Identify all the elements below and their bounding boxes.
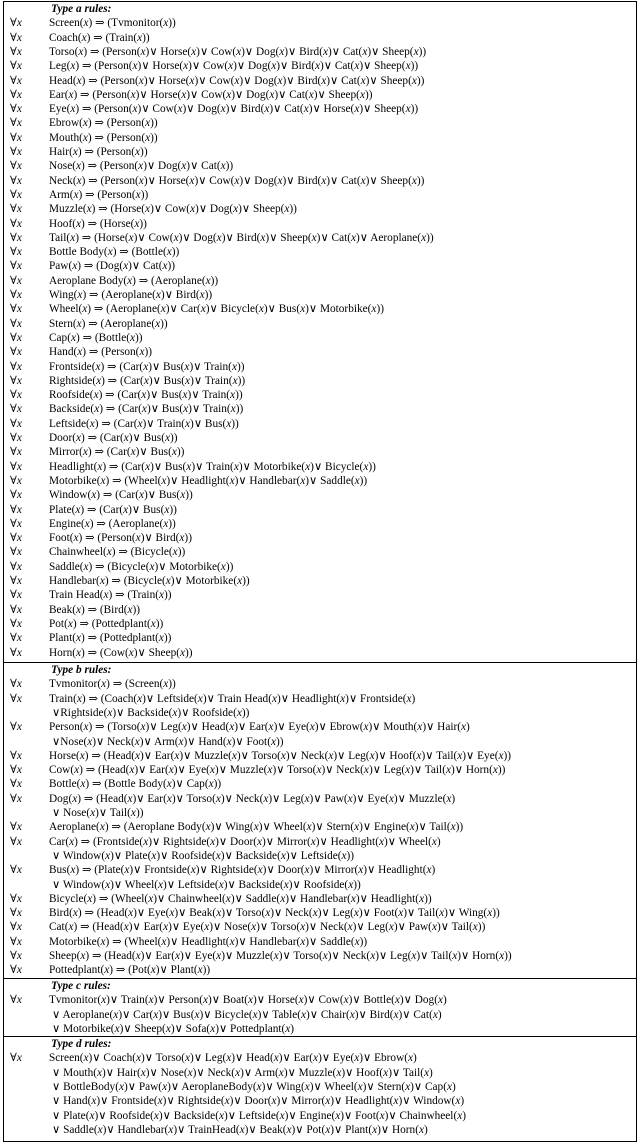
rule-formula: Frontside(x) ⇒ (Car(x)∨ Bus(x)∨ Train(x)) xyxy=(49,360,245,373)
forall-quantifier: ∀x xyxy=(10,188,22,201)
forall-quantifier: ∀x xyxy=(10,950,22,962)
forall-quantifier: ∀x xyxy=(10,403,22,416)
rule-row xyxy=(4,531,636,545)
forall-quantifier: ∀x xyxy=(10,517,22,530)
forall-quantifier: ∀x xyxy=(10,260,22,273)
rule-formula: ∨ Nose(x)∨ Tail(x)) xyxy=(52,807,144,819)
rule-row xyxy=(4,159,636,173)
forall-quantifier: ∀x xyxy=(10,1052,22,1065)
rule-formula: ∨ BottleBody(x)∨ Paw(x)∨ AeroplaneBody(x)∨ Wing(x)∨ Wheel(x)∨ Stern(x)∨ Cap(x) xyxy=(52,1080,456,1093)
forall-quantifier: ∀x xyxy=(10,503,22,516)
rule-row xyxy=(4,417,636,431)
rule-formula: Bottle(x) ⇒ (Bottle Body(x)∨ Cap(x)) xyxy=(49,778,222,791)
rule-continuation xyxy=(4,1109,636,1123)
rule-formula: ∨Nose(x)∨ Neck(x)∨ Arm(x)∨ Hand(x)∨ Foot(x)) xyxy=(52,735,284,748)
forall-quantifier: ∀x xyxy=(10,17,22,30)
rule-formula: Cap(x) ⇒ (Bottle(x)) xyxy=(49,331,143,344)
rule-row xyxy=(4,59,636,73)
rule-formula: Window(x) ⇒ (Car(x)∨ Bus(x)) xyxy=(49,489,193,502)
forall-quantifier: ∀x xyxy=(10,317,22,330)
rule-formula: Aeroplane Body(x) ⇒ (Aeroplane(x)) xyxy=(49,274,219,287)
forall-quantifier: ∀x xyxy=(10,721,22,734)
rule-continuation xyxy=(4,706,636,720)
rule-row xyxy=(4,935,636,949)
rule-formula: ∨ Mouth(x)∨ Hair(x)∨ Nose(x)∨ Neck(x)∨ Arm(x)∨ Muzzle(x)∨ Hoof(x)∨ Tail(x) xyxy=(52,1066,433,1079)
forall-quantifier: ∀x xyxy=(10,274,22,287)
forall-quantifier: ∀x xyxy=(10,489,22,502)
rule-formula: Tvmonitor(x) ⇒ (Screen(x)) xyxy=(49,678,176,691)
rule-row xyxy=(4,777,636,791)
rule-formula: Train(x) ⇒ (Coach(x)∨ Leftside(x)∨ Train Head(x)∨ Headlight(x)∨ Frontside(x) xyxy=(49,692,416,705)
rule-formula: Cat(x) ⇒ (Head(x)∨ Ear(x)∨ Eye(x)∨ Nose(x)∨ Torso(x)∨ Neck(x)∨ Leg(x)∨ Paw(x)∨ Tail(x)) xyxy=(49,921,486,934)
rule-row xyxy=(4,374,636,388)
rule-formula: Plate(x) ⇒ (Car(x)∨ Bus(x)) xyxy=(49,503,177,516)
rule-formula: Screen(x) ⇒ (Tvmonitor(x)) xyxy=(49,17,176,30)
rule-formula: Hoof(x) ⇒ (Horse(x)) xyxy=(49,217,147,230)
rule-formula: Rightside(x) ⇒ (Car(x)∨ Bus(x)∨ Train(x)) xyxy=(49,374,246,387)
rule-formula: Backside(x) ⇒ (Car(x)∨ Bus(x)∨ Train(x)) xyxy=(49,403,244,416)
rule-row xyxy=(4,560,636,574)
rule-row xyxy=(4,949,636,963)
forall-quantifier: ∀x xyxy=(10,417,22,430)
rule-row xyxy=(4,692,636,706)
rule-formula: Horn(x) ⇒ (Cow(x)∨ Sheep(x)) xyxy=(49,646,193,659)
forall-quantifier: ∀x xyxy=(10,331,22,344)
rule-row xyxy=(4,617,636,631)
rule-formula: Chainwheel(x) ⇒ (Bicycle(x)) xyxy=(49,546,186,559)
forall-quantifier: ∀x xyxy=(10,460,22,473)
rule-continuation xyxy=(4,1066,636,1080)
rule-formula: Head(x) ⇒ (Person(x)∨ Horse(x)∨ Cow(x)∨ Dog(x)∨ Bird(x)∨ Cat(x)∨ Sheep(x)) xyxy=(49,74,425,87)
section-header-line xyxy=(4,2,636,16)
rule-row xyxy=(4,460,636,474)
rule-formula: Handlebar(x) ⇒ (Bicycle(x)∨ Motorbike(x)) xyxy=(49,575,250,587)
rule-formula: Cow(x) ⇒ (Head(x)∨ Ear(x)∨ Eye(x)∨ Muzzle(x)∨ Torso(x)∨ Neck(x)∨ Leg(x)∨ Tail(x)∨ Horn(x)) xyxy=(49,764,506,777)
forall-quantifier: ∀x xyxy=(10,678,22,691)
forall-quantifier: ∀x xyxy=(10,203,22,216)
rule-formula: Aeroplane(x) ⇒ (Aeroplane Body(x)∨ Wing(x)∨ Wheel(x)∨ Stern(x)∨ Engine(x)∨ Tail(x)) xyxy=(49,821,464,834)
rule-row xyxy=(4,1051,636,1065)
rule-row xyxy=(4,31,636,45)
forall-quantifier: ∀x xyxy=(10,103,22,116)
rule-formula: ∨ Plate(x)∨ Roofside(x)∨ Backside(x)∨ Leftside(x)∨ Engine(x)∨ Foot(x)∨ Chainwheel(x) xyxy=(52,1109,466,1122)
rule-continuation xyxy=(4,1123,636,1137)
rule-row xyxy=(4,88,636,102)
rule-continuation xyxy=(4,1022,636,1036)
rule-formula: Mirror(x) ⇒ (Car(x)∨ Bus(x)) xyxy=(49,446,185,459)
rules-section xyxy=(4,978,636,1036)
forall-quantifier: ∀x xyxy=(10,907,22,920)
rule-formula: Motorbike(x) ⇒ (Wheel(x)∨ Headlight(x)∨ Handlebar(x)∨ Saddle(x)) xyxy=(49,935,368,948)
rule-row xyxy=(4,631,636,645)
rule-formula: Pot(x) ⇒ (Pottedplant(x)) xyxy=(49,617,164,630)
forall-quantifier: ∀x xyxy=(10,74,22,87)
section-header: Type a rules: xyxy=(51,3,112,15)
rule-row xyxy=(4,331,636,345)
rule-row xyxy=(4,474,636,488)
section-header-line xyxy=(4,1037,636,1051)
forall-quantifier: ∀x xyxy=(10,117,22,130)
rule-row xyxy=(4,503,636,517)
rule-formula: Train Head(x) ⇒ (Train(x)) xyxy=(49,589,172,602)
forall-quantifier: ∀x xyxy=(10,131,22,144)
forall-quantifier: ∀x xyxy=(10,964,22,977)
rule-row xyxy=(4,16,636,30)
forall-quantifier: ∀x xyxy=(10,231,22,244)
rule-row xyxy=(4,677,636,691)
rules-table xyxy=(3,1,637,1142)
rule-formula: Tvmonitor(x)∨ Train(x)∨ Person(x)∨ Boat(x)∨ Horse(x)∨ Cow(x)∨ Bottle(x)∨ Dog(x) xyxy=(49,994,447,1007)
rule-formula: Saddle(x) ⇒ (Bicycle(x)∨ Motorbike(x)) xyxy=(49,560,234,573)
forall-quantifier: ∀x xyxy=(10,560,22,573)
rule-formula: Bus(x) ⇒ (Plate(x)∨ Frontside(x)∨ Rightside(x)∨ Door(x)∨ Mirror(x)∨ Headlight(x) xyxy=(49,864,436,877)
rules-section xyxy=(4,1036,636,1137)
rule-formula: Ear(x) ⇒ (Person(x)∨ Horse(x)∨ Cow(x)∨ Dog(x)∨ Cat(x)∨ Sheep(x)) xyxy=(49,88,373,101)
rule-row xyxy=(4,545,636,559)
rule-row xyxy=(4,588,636,602)
forall-quantifier: ∀x xyxy=(10,778,22,791)
rule-formula: Wheel(x) ⇒ (Aeroplane(x)∨ Car(x)∨ Bicycle(x)∨ Bus(x)∨ Motorbike(x)) xyxy=(49,303,384,316)
forall-quantifier: ∀x xyxy=(10,360,22,373)
rule-formula: Dog(x) ⇒ (Head(x)∨ Ear(x)∨ Torso(x)∨ Neck(x)∨ Leg(x)∨ Paw(x)∨ Eye(x)∨ Muzzle(x) xyxy=(49,792,456,805)
rule-formula: Headlight(x) ⇒ (Car(x)∨ Bus(x)∨ Train(x)∨ Motorbike(x)∨ Bicycle(x)) xyxy=(49,460,376,473)
rule-formula: Plant(x) ⇒ (Pottedplant(x)) xyxy=(49,632,172,645)
section-header-line xyxy=(4,979,636,993)
rule-row xyxy=(4,993,636,1007)
forall-quantifier: ∀x xyxy=(10,31,22,44)
rule-row xyxy=(4,445,636,459)
rule-row xyxy=(4,302,636,316)
rule-row xyxy=(4,963,636,977)
rule-formula: Wing(x) ⇒ (Aeroplane(x)∨ Bird(x)) xyxy=(49,289,213,301)
rule-formula: Roofside(x) ⇒ (Car(x)∨ Bus(x)∨ Train(x)) xyxy=(49,389,243,402)
rule-row xyxy=(4,863,636,877)
rule-formula: Pottedplant(x) ⇒ (Pot(x)∨ Plant(x)) xyxy=(49,964,211,977)
rule-formula: Arm(x) ⇒ (Person(x)) xyxy=(49,188,149,201)
rule-formula: Torso(x) ⇒ (Person(x)∨ Horse(x)∨ Cow(x)∨ Dog(x)∨ Bird(x)∨ Cat(x)∨ Sheep(x)) xyxy=(49,45,427,58)
rule-row xyxy=(4,603,636,617)
forall-quantifier: ∀x xyxy=(10,432,22,444)
forall-quantifier: ∀x xyxy=(10,749,22,762)
forall-quantifier: ∀x xyxy=(10,532,22,545)
forall-quantifier: ∀x xyxy=(10,160,22,173)
forall-quantifier: ∀x xyxy=(10,764,22,777)
rule-row xyxy=(4,317,636,331)
rule-row xyxy=(4,174,636,188)
forall-quantifier: ∀x xyxy=(10,792,22,805)
rule-row xyxy=(4,288,636,302)
forall-quantifier: ∀x xyxy=(10,864,22,877)
rule-row xyxy=(4,274,636,288)
forall-quantifier: ∀x xyxy=(10,821,22,834)
rules-section xyxy=(4,662,636,978)
rule-row xyxy=(4,792,636,806)
rule-row xyxy=(4,388,636,402)
rule-formula: Paw(x) ⇒ (Dog(x)∨ Cat(x)) xyxy=(49,260,175,273)
rule-row xyxy=(4,517,636,531)
section-header: Type d rules: xyxy=(51,1038,112,1050)
forall-quantifier: ∀x xyxy=(10,217,22,230)
rule-formula: Tail(x) ⇒ (Horse(x)∨ Cow(x)∨ Dog(x)∨ Bird(x)∨ Sheep(x)∨ Cat(x)∨ Aeroplane(x)) xyxy=(49,231,434,244)
forall-quantifier: ∀x xyxy=(10,994,22,1007)
forall-quantifier: ∀x xyxy=(10,474,22,487)
forall-quantifier: ∀x xyxy=(10,892,22,905)
forall-quantifier: ∀x xyxy=(10,246,22,259)
rule-continuation xyxy=(4,735,636,749)
rule-formula: Nose(x) ⇒ (Person(x)∨ Dog(x)∨ Cat(x)) xyxy=(49,160,234,173)
rule-row xyxy=(4,574,636,588)
rule-formula: Hair(x) ⇒ (Person(x)) xyxy=(49,146,148,158)
rule-formula: Neck(x) ⇒ (Person(x)∨ Horse(x)∨ Cow(x)∨ Dog(x)∨ Bird(x)∨ Cat(x)∨ Sheep(x)) xyxy=(49,174,425,187)
rule-row xyxy=(4,763,636,777)
rule-row xyxy=(4,231,636,245)
rule-formula: ∨ Window(x)∨ Wheel(x)∨ Leftside(x)∨ Backside(x)∨ Roofside(x)) xyxy=(52,878,361,891)
rule-row xyxy=(4,259,636,273)
forall-quantifier: ∀x xyxy=(10,174,22,187)
rule-formula: Beak(x) ⇒ (Bird(x)) xyxy=(49,603,141,616)
forall-quantifier: ∀x xyxy=(10,88,22,101)
rule-formula: ∨Rightside(x)∨ Backside(x)∨ Roofside(x)) xyxy=(52,706,250,719)
rule-row xyxy=(4,646,636,660)
rule-row xyxy=(4,749,636,763)
forall-quantifier: ∀x xyxy=(10,289,22,301)
rule-formula: Sheep(x) ⇒ (Head(x)∨ Ear(x)∨ Eye(x)∨ Muzzle(x)∨ Torso(x)∨ Neck(x)∨ Leg(x)∨ Tail(x)∨ Horn(x)) xyxy=(49,950,512,962)
forall-quantifier: ∀x xyxy=(10,446,22,459)
forall-quantifier: ∀x xyxy=(10,575,22,587)
rule-row xyxy=(4,116,636,130)
forall-quantifier: ∀x xyxy=(10,603,22,616)
forall-quantifier: ∀x xyxy=(10,546,22,559)
rule-formula: Muzzle(x) ⇒ (Horse(x)∨ Cow(x)∨ Dog(x)∨ Sheep(x)) xyxy=(49,203,297,216)
rule-formula: Stern(x) ⇒ (Aeroplane(x)) xyxy=(49,317,168,330)
rule-row xyxy=(4,402,636,416)
rule-row xyxy=(4,720,636,734)
rule-formula: Engine(x) ⇒ (Aeroplane(x)) xyxy=(49,517,176,530)
rule-continuation xyxy=(4,878,636,892)
rule-continuation xyxy=(4,849,636,863)
rule-row xyxy=(4,431,636,445)
rule-formula: Hand(x) ⇒ (Person(x)) xyxy=(49,346,152,359)
rule-formula: Door(x) ⇒ (Car(x)∨ Bus(x)) xyxy=(49,432,178,444)
forall-quantifier: ∀x xyxy=(10,146,22,158)
rule-row xyxy=(4,835,636,849)
rule-formula: ∨ Hand(x)∨ Frontside(x)∨ Rightside(x)∨ Door(x)∨ Mirror(x)∨ Headlight(x)∨ Window(x) xyxy=(52,1095,465,1108)
rule-row xyxy=(4,202,636,216)
rule-row xyxy=(4,131,636,145)
section-header-line xyxy=(4,663,636,677)
rule-row xyxy=(4,920,636,934)
rule-row xyxy=(4,906,636,920)
rule-formula: Bottle Body(x) ⇒ (Bottle(x)) xyxy=(49,246,180,259)
rule-row xyxy=(4,360,636,374)
rule-row xyxy=(4,102,636,116)
rule-row xyxy=(4,345,636,359)
rule-continuation xyxy=(4,1008,636,1022)
rule-row xyxy=(4,892,636,906)
section-header: Type c rules: xyxy=(51,980,111,992)
forall-quantifier: ∀x xyxy=(10,303,22,316)
section-header: Type b rules: xyxy=(51,664,112,676)
rule-formula: Motorbike(x) ⇒ (Wheel(x)∨ Headlight(x)∨ Handlebar(x)∨ Saddle(x)) xyxy=(49,474,368,487)
rule-formula: ∨ Motorbike(x)∨ Sheep(x)∨ Sofa(x)∨ Pottedplant(x) xyxy=(52,1022,295,1035)
rule-formula: Car(x) ⇒ (Frontside(x)∨ Rightside(x)∨ Door(x)∨ Mirror(x)∨ Headlight(x)∨ Wheel(x) xyxy=(49,835,441,848)
rule-formula: ∨ Aeroplane(x)∨ Car(x)∨ Bus(x)∨ Bicycle(x)∨ Table(x)∨ Chair(x)∨ Bird(x)∨ Cat(x) xyxy=(52,1008,442,1021)
rule-formula: Bird(x) ⇒ (Head(x)∨ Eye(x)∨ Beak(x)∨ Torso(x)∨ Neck(x)∨ Leg(x)∨ Foot(x)∨ Tail(x)∨ Wing(x)) xyxy=(49,907,500,920)
rule-row xyxy=(4,217,636,231)
rule-formula: Foot(x) ⇒ (Person(x)∨ Bird(x)) xyxy=(49,532,192,545)
rule-formula: Bicycle(x) ⇒ (Wheel(x)∨ Chainwheel(x)∨ Saddle(x)∨ Handlebar(x)∨ Headlight(x)) xyxy=(49,892,432,905)
rule-row xyxy=(4,74,636,88)
rule-formula: Ebrow(x) ⇒ (Person(x)) xyxy=(49,117,158,130)
rule-continuation xyxy=(4,806,636,820)
rule-continuation xyxy=(4,1094,636,1108)
rule-row xyxy=(4,245,636,259)
rule-formula: Leg(x) ⇒ (Person(x)∨ Horse(x)∨ Cow(x)∨ Dog(x)∨ Bird(x)∨ Cat(x)∨ Sheep(x)) xyxy=(49,60,419,73)
rule-formula: Mouth(x) ⇒ (Person(x)) xyxy=(49,131,158,144)
forall-quantifier: ∀x xyxy=(10,45,22,58)
rule-row xyxy=(4,45,636,59)
rule-row xyxy=(4,488,636,502)
forall-quantifier: ∀x xyxy=(10,346,22,359)
forall-quantifier: ∀x xyxy=(10,632,22,645)
rule-formula: Leftside(x) ⇒ (Car(x)∨ Train(x)∨ Bus(x)) xyxy=(49,417,239,430)
forall-quantifier: ∀x xyxy=(10,589,22,602)
forall-quantifier: ∀x xyxy=(10,646,22,659)
rule-formula: ∨ Saddle(x)∨ Handlebar(x)∨ TrainHead(x)∨ Beak(x)∨ Pot(x)∨ Plant(x)∨ Horn(x) xyxy=(52,1123,428,1136)
rule-row xyxy=(4,188,636,202)
forall-quantifier: ∀x xyxy=(10,692,22,705)
forall-quantifier: ∀x xyxy=(10,617,22,630)
rule-formula: Person(x) ⇒ (Torso(x)∨ Leg(x)∨ Head(x)∨ Ear(x)∨ Eye(x)∨ Ebrow(x)∨ Mouth(x)∨ Hair(x) xyxy=(49,721,470,734)
rule-formula: Horse(x) ⇒ (Head(x)∨ Ear(x)∨ Muzzle(x)∨ Torso(x)∨ Neck(x)∨ Leg(x)∨ Hoof(x)∨ Tail(x)∨ Eye(x)) xyxy=(49,749,512,762)
rule-formula: Coach(x) ⇒ (Train(x)) xyxy=(49,31,150,44)
forall-quantifier: ∀x xyxy=(10,60,22,73)
rule-continuation xyxy=(4,1080,636,1094)
rule-formula: Screen(x)∨ Coach(x)∨ Torso(x)∨ Leg(x)∨ Head(x)∨ Ear(x)∨ Eye(x)∨ Ebrow(x) xyxy=(49,1052,417,1065)
forall-quantifier: ∀x xyxy=(10,935,22,948)
forall-quantifier: ∀x xyxy=(10,835,22,848)
rule-formula: Eye(x) ⇒ (Person(x)∨ Cow(x)∨ Dog(x)∨ Bird(x)∨ Cat(x)∨ Horse(x)∨ Sheep(x)) xyxy=(49,103,419,116)
forall-quantifier: ∀x xyxy=(10,921,22,934)
rule-row xyxy=(4,820,636,834)
forall-quantifier: ∀x xyxy=(10,374,22,387)
rule-row xyxy=(4,145,636,159)
rule-formula: ∨ Window(x)∨ Plate(x)∨ Roofside(x)∨ Backside(x)∨ Leftside(x)) xyxy=(52,849,355,862)
rules-section xyxy=(4,2,636,660)
forall-quantifier: ∀x xyxy=(10,389,22,402)
